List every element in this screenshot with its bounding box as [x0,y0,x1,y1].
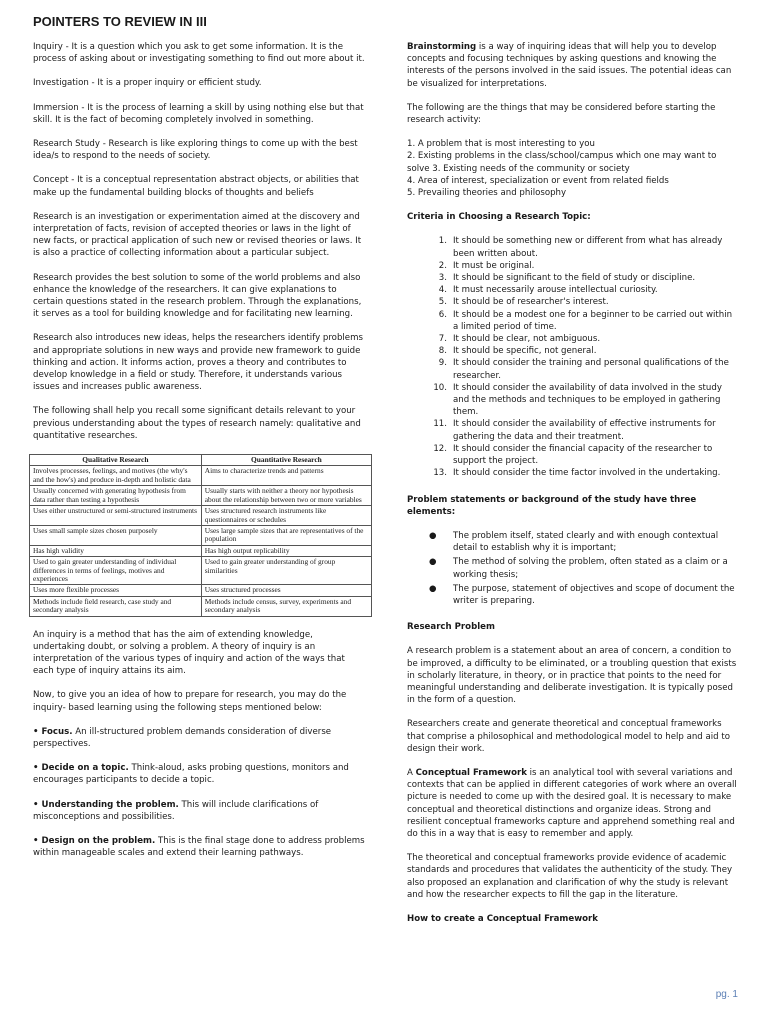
list-item [407,272,740,284]
item-number: 4. [438,285,447,296]
list-item [407,443,740,467]
bullet-icon: ● [429,530,437,541]
research-paragraph-3: Research also introduces new ideas, helps the researchers identify problems and appropriate solutions in new ways and provide new framework to guide thinking and action. It informs action, proves a theory and contributes to develop knowledge in a field or study. Therefore, it understands various issues and increases public awareness. [33,333,363,393]
list-item [407,284,740,296]
considerations-list [407,138,740,199]
research-problem-heading: Research Problem [407,622,495,633]
table-cell: Uses large sample sizes that are representatives of the population [201,525,371,545]
inquiry-method-paragraph: An inquiry is a method that has the aim of extending knowledge, undertaking doubt, or solving a problem. A theory of inquiry is an interpretation of the various types of inquiry and action of the ways that each type of inquiry attains its aim. [33,629,345,677]
table-cell: Involves processes, feelings, and motives (the why's and the how's) and produce in-depth and holistic data [30,466,202,486]
list-item [407,556,740,580]
list-item [407,260,740,272]
step-design [33,835,366,859]
list-item [407,530,740,554]
theoretical-paragraph: The theoretical and conceptual frameworks provide evidence of academic standards and procedures that validates the authenticity of the study. They also proposed an explanation and clarification of why the study is relevant and how the researcher expects to fill the gap in the literature. [407,853,733,900]
list-item: 4. Area of interest, specialization or event from related fields [407,175,669,186]
cf-term: Conceptual Framework [415,767,527,778]
list-item [407,235,740,259]
list-item [407,467,740,479]
table-row [30,545,372,556]
table-cell: Methods include field research, case study and secondary analysis [30,596,202,616]
list-item: 5. Prevailing theories and philosophy [407,188,567,199]
item-number: 1. [438,236,447,247]
conceptual-framework-paragraph [407,767,740,840]
list-item [407,296,740,308]
list-item [407,357,740,381]
item-number: 11. [433,419,447,430]
table-cell: Uses structured processes [201,585,371,596]
step-text: Think-aloud, asks probing questions, monitors and encourages participants to decide a topic. [33,763,349,786]
criteria-heading: Criteria in Choosing a Research Topic: [407,212,591,223]
item-number: 8. [438,346,447,357]
table-cell: Uses structured research instruments like questionnaires or schedules [201,506,371,526]
table-cell: Uses small sample sizes chosen purposely [30,525,202,545]
item-text: It must necessarily arouse intellectual curiosity. [453,285,658,296]
brainstorming-term: Brainstorming [407,42,477,52]
item-text: It should consider the training and personal qualifications of the researcher. [453,358,729,381]
table-row [30,486,372,506]
step-term: • Understanding the problem. [33,799,179,810]
brainstorming-text: is a way of inquiring ideas that will help you to develop concepts and focusing techniques by asking questions and knowing the interests of the persons involved in the said issues. The potential ideas can be visualized for interpretations. [407,42,732,89]
step-term: • Design on the problem. [33,836,156,847]
item-text: It should consider the time factor involved in the undertaking. [453,468,721,479]
research-comparison-table [29,454,372,617]
item-text: It should be clear, not ambiguous. [453,334,601,345]
table-row [30,596,372,616]
item-text: It should be significant to the field of study or discipline. [453,273,696,284]
list-item [407,333,740,345]
elements-list [407,530,740,607]
list-item: 1. A problem that is most interesting to you [407,139,595,150]
table-cell: Methods include census, survey, experiments and secondary analysis [201,596,371,616]
step-text: This is the final stage done to address problems within manageable scales and extend their learning pathways. [33,836,365,859]
problem-statements-heading: Problem statements or background of the study have three elements: [407,494,697,517]
item-text: It should be specific, not general. [453,346,597,357]
item-number: 3. [438,273,447,284]
item-text: It should be of researcher's interest. [453,297,609,308]
concept-definition: Concept - It is a conceptual representation abstract objects, or abilities that make up the fundamental building blocks of thoughts and beliefs [33,175,359,198]
item-text: The method of solving the problem, often stated as a claim or a working thesis; [453,557,728,580]
item-number: 9. [438,358,447,369]
research-problem-paragraph: A research problem is a statement about an area of concern, a condition to be improved, a difficulty to be eliminated, or a troubling question that exists in scholarly literature, in theory, or in practice that points to the need for meaningful understanding and deliberate investigation. It is typically posed in the form of a question. [407,646,737,706]
step-term: • Focus. [33,726,73,737]
item-number: 5. [438,297,447,308]
step-text: An ill-structured problem demands consideration of diverse perspectives. [33,726,332,749]
table-cell: Uses either unstructured or semi-structured instruments [30,506,202,526]
item-text: It should be a modest one for a beginner to be carried out within a limited period of time. [453,309,733,332]
list-item [407,418,740,442]
considerations-intro: The following are the things that may be considered before starting the research activity: [407,102,716,126]
bullet-icon: ● [429,583,437,594]
brainstorming-paragraph [407,41,740,90]
list-item: 2. Existing problems in the class/school/campus which one may want to solve 3. Existing needs of the community or society [407,151,717,174]
table-cell: Has high validity [30,545,202,556]
research-paragraph-2: Research provides the best solution to some of the world problems and also enhance the knowledge of the researchers. It can give explanations to certain questions stated in the research problem. Through the explanations, it serves as a tool for building knowledge and for facilitating new learning. [33,272,362,320]
item-number: 6. [438,309,447,320]
cf-prefix: A [407,767,416,778]
page-number: pg. 1 [715,989,738,1000]
research-study-definition: Research Study - Research is like exploring things to come up with the best idea/s to respond to the needs of society. [33,139,358,162]
table-row [30,557,372,585]
table-header-quantitative: Quantitative Research [201,455,371,466]
table-cell: Usually concerned with generating hypothesis from data rather than testing a hypothesis [30,486,202,506]
table-row [30,585,372,596]
item-text: It should consider the availability of effective instruments for gathering the data and their treatment. [453,419,716,442]
step-focus [33,726,366,750]
step-term: • Decide on a topic. [33,763,129,774]
types-intro-paragraph: The following shall help you recall some significant details relevant to your previous understanding about the types of research namely: qualitative and quantitative researches. [33,406,361,441]
bullet-icon: ● [429,557,437,568]
step-understanding [33,799,366,823]
table-cell: Usually starts with neither a theory nor hypothesis about the relationship between two or more variables [201,486,371,506]
step-decide-topic [33,762,366,786]
item-text: It should be something new or different from what has already been written about. [453,236,723,259]
item-number: 2. [438,260,447,271]
item-number: 12. [433,443,447,454]
table-row [30,466,372,486]
research-definition: Research is an investigation or experimentation aimed at the discovery and interpretation of facts, revision of accepted theories or laws in the light of new facts, or practical application of such new or revised theories or laws. It is also a practice of collecting information about a particular subject. [33,211,362,259]
table-cell: Has high output replicability [201,545,371,556]
item-number: 10. [433,382,447,393]
table-cell: Used to gain greater understanding of individual differences in terms of feelings, motives and experiences [30,557,202,585]
page-title: POINTERS TO REVIEW IN III [33,14,207,29]
item-number: 13. [433,468,447,479]
table-cell: Aims to characterize trends and patterns [201,466,371,486]
how-to-heading: How to create a Conceptual Framework [407,913,599,924]
left-column [33,41,366,871]
table-header-qualitative: Qualitative Research [30,455,202,466]
steps-intro-paragraph: Now, to give you an idea of how to prepare for research, you may do the inquiry- based learning using the following steps mentioned below: [33,690,347,713]
step-text: This will include clarifications of misconceptions and possibilities. [33,799,319,822]
table-row [30,525,372,545]
list-item [407,382,740,419]
table-cell: Uses more flexible processes [30,585,202,596]
item-number: 7. [438,334,447,345]
table-cell: Used to gain greater understanding of group similarities [201,557,371,585]
list-item [407,345,740,357]
cf-text: is an analytical tool with several variations and contexts that can be applied in different categories of work where an overall picture is needed to come up with the desired goal. It is necessary to make conceptual and theoretical distinctions and organize ideas. Strong and resilient conceptual frameworks capture and apprehend something real and do this in a way that is easy to remember and apply. [407,767,737,839]
immersion-definition: Immersion - It is the process of learning a skill by using nothing else but that skill. It is the fact of becoming completely involved in something. [33,102,364,125]
list-item [407,583,740,607]
investigation-definition: Investigation - It is a proper inquiry or efficient study. [33,78,262,89]
item-text: It must be original. [453,260,535,271]
item-text: It should consider the financial capacity of the researcher to support the project. [453,443,713,467]
list-item [407,309,740,333]
frameworks-paragraph: Researchers create and generate theoretical and conceptual frameworks that comprise a philosophical and methodological model to help and aid to design their work. [407,719,730,754]
right-column [407,41,740,937]
table-row [30,506,372,526]
criteria-list [407,235,740,479]
item-text: The purpose, statement of objectives and scope of document the writer is preparing. [453,583,735,606]
item-text: The problem itself, stated clearly and with enough contextual detail to establish why it is important; [453,530,719,554]
inquiry-definition: Inquiry - It is a question which you ask to get some information. It is the process of asking about or investigating something to find out more about it. [33,42,365,65]
item-text: It should consider the availability of data involved in the study and the methods and techniques to be employed in gathering them. [453,382,722,418]
